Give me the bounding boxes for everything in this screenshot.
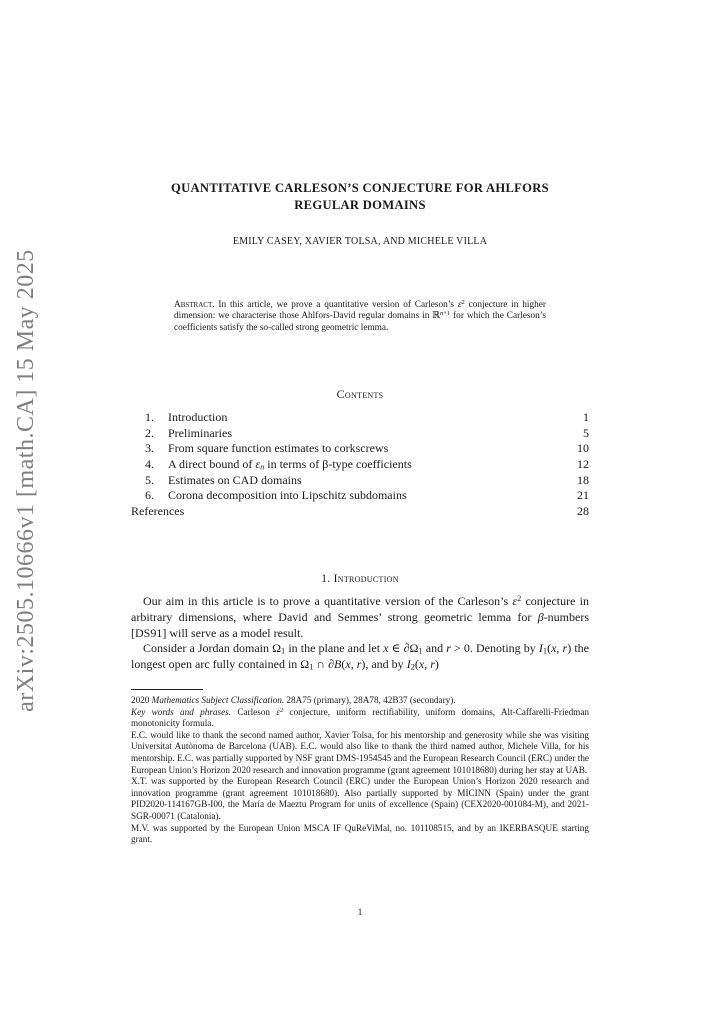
toc-page: 5 [583,425,589,440]
section-title: Introduction [333,573,399,585]
title-line-2: REGULAR DOMAINS [294,198,426,212]
toc-number: 3. [145,441,154,456]
footnote-mv: M.V. was supported by the European Union MSCA IF QuReViMal, no. 101108515, and by an IKERBASQUE starting grant. [131,822,589,845]
paragraph: Our aim in this article is to prove a quantitative version of the Carleson’s $\varepsilon^2$ conjecture in arbitrary dimensions, where David and Semmes’ strong geometric lemma for β-numbers [DS91] will serve as a model result. [131,594,589,640]
introduction-text [131,594,589,673]
toc-title: Corona decomposition into Lipschitz subdomains [168,488,407,503]
toc-entry[interactable] [145,410,589,426]
toc-number: 2. [145,425,154,440]
toc-entry[interactable] [145,457,589,473]
abstract-text-3: for which the Carleson’s coefficients satisfy the so-called strong geometric lemma. [174,311,546,333]
footnote-ec: E.C. would like to thank the second named author, Xavier Tolsa, for his mentorship and generosity while she was visiting Universitat Autònoma de Barcelona (UAB). E.C. would also like to thank the third named author, Michele Villa, for his mentorship. E.C. was partially supported by NSF grant DMS-1954545 and the European Research Council (ERC) under the European Union’s Horizon 2020 research and innovation programme (grant agreement 101018680) during her stay at UAB. [131,729,589,775]
toc-title: A direct bound of $\varepsilon_n$ in terms of β-type coefficients [168,457,412,472]
footnote-keywords: Key words and phrases. Carleson $\varepsilon^2$ conjecture, uniform rectifiability, uniform domains, Alt-Caffarelli-Friedman monotonicity formula. [131,706,589,729]
arxiv-stamp [12,248,40,712]
toc-entry[interactable] [131,504,589,520]
toc-entry[interactable] [145,473,589,489]
toc-entry[interactable] [145,426,589,442]
toc-title: From square function estimates to corkscrews [168,441,389,456]
author-list: EMILY CASEY, XAVIER TOLSA, AND MICHELE VILLA [232,236,488,247]
arxiv-identifier: arXiv:2505.10666v1 [math.CA] 15 May 2025 [12,248,39,712]
toc-page: 12 [577,457,589,472]
page-number: 1 [357,908,363,918]
toc-title: Preliminaries [168,425,232,440]
footnote-divider [131,689,203,690]
contents-heading: Contents [336,387,384,401]
table-of-contents [131,410,589,520]
toc-number: 5. [145,472,154,487]
paper-title [131,180,589,214]
toc-page: 18 [577,472,589,487]
toc-title: Estimates on CAD domains [168,472,302,487]
toc-entry[interactable] [145,441,589,457]
toc-entry[interactable] [145,488,589,504]
toc-number: 4. [145,457,154,472]
toc-page: 10 [577,441,589,456]
abstract: Abstract. In this article, we prove a quantitative version of Carleson’s $\varepsilon^2$ conjecture in higher dimension: we characterise those Ahlfors-David regular domains in ℝ$^{n+1}$ for which the Carleson’s coefficients satisfy the so-called strong geometric lemma. [174,299,547,333]
toc-page: 21 [577,488,589,503]
toc-page: 1 [583,410,589,424]
footnotes [131,695,589,846]
paragraph: Consider a Jordan domain $\Omega_1$ in the plane and let x ∈ $\partial\Omega_1$ and r > 0. Denoting by $I_1(x$, r) the longest open arc fully contained in $\Omega_1$ ∩ ∂B(x, r), and by $I_2(x$, r) [131,641,589,672]
toc-number: 6. [145,488,154,503]
toc-title: References [131,504,185,519]
toc-title: Introduction [168,410,228,424]
toc-page: 28 [577,504,589,519]
abstract-text-2: conjecture in higher dimension: we characterise those Ahlfors-David regular domains in [174,300,547,322]
abstract-text-1: In this article, we prove a quantitative version of Carleson’s [218,300,458,310]
title-line-1: QUANTITATIVE CARLESON’S CONJECTURE FOR AHLFORS [171,181,549,195]
footnote-xt: X.T. was supported by the European Research Council (ERC) under the European Union’s Horizon 2020 research and innovation programme (grant agreement 101018680). Also partially supported by MICINN (Spain) under the grant PID2020-114167GB-I00, the María de Maeztu Program for units of excellence (Spain) (CEX2020-001084-M), and 2021-SGR-00071 (Catalonia). [131,776,589,821]
footnote-msc: 2020 Mathematics Subject Classification. 28A75 (primary), 28A78, 42B37 (secondary). [131,695,456,705]
section-number: 1. [321,573,331,585]
section-heading [131,573,589,585]
abstract-label: Abstract. [174,300,215,310]
toc-number: 1. [145,410,154,424]
